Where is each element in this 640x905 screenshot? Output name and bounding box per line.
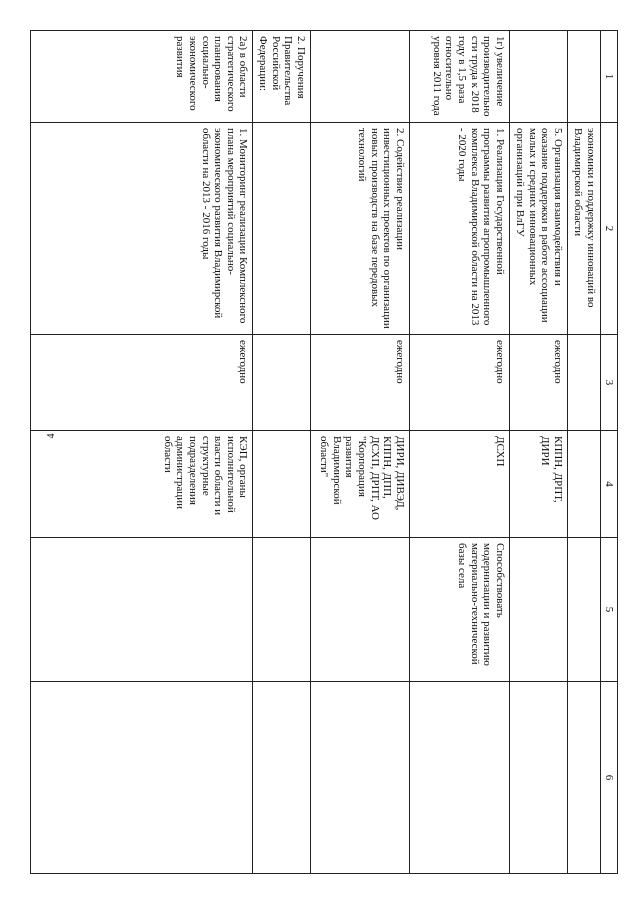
header-cell: 4 (601, 431, 618, 538)
table-cell: 1. Реализация Государственной программы развития агропромышленного комплекса Владимирской области на 2013 - 2020 годы (410, 123, 510, 335)
table-row (510, 31, 568, 874)
table-cell: 1г) увеличение производительности труда к 2018 году в 1,5 раза относительно уровня 2011 года (410, 31, 510, 123)
table-cell: ДСХП (410, 431, 510, 538)
table-cell (253, 538, 311, 682)
table-cell (568, 335, 601, 431)
table-cell (311, 538, 410, 682)
table-cell: 2. Поручения Правительства Российской Федерации: (253, 31, 311, 123)
table-cell (568, 538, 601, 682)
table-cell: экономики и поддержку инноваций во Владимирской области (568, 123, 601, 335)
table-row (311, 31, 410, 874)
page-number: 4 (46, 433, 57, 439)
table-cell (311, 682, 410, 874)
header-cell: 1 (601, 31, 618, 123)
table-row (31, 31, 253, 874)
table-cell: ежегодно (311, 335, 410, 431)
header-cell: 2 (601, 123, 618, 335)
header-cell: 6 (601, 682, 618, 874)
plan-table (30, 30, 618, 874)
table-cell (253, 682, 311, 874)
table-cell: ежегодно (31, 335, 253, 431)
header-row (601, 31, 618, 874)
table-row (410, 31, 510, 874)
table-row (568, 31, 601, 874)
table-cell: Способствовать модернизации и развитию материально-технической базы села (410, 538, 510, 682)
rotated-table-wrapper (30, 30, 618, 873)
table-cell (568, 31, 601, 123)
header-cell: 3 (601, 335, 618, 431)
table-cell (31, 538, 253, 682)
table-cell (253, 335, 311, 431)
table-cell (253, 123, 311, 335)
table-cell (510, 682, 568, 874)
table-cell: КППН, ДРПТ, ДИРИ (510, 431, 568, 538)
table-cell: КЭП, органы исполнительной власти области и структурные подразделения администрации области (31, 431, 253, 538)
table-cell (253, 431, 311, 538)
table-cell: 5. Организация взаимодействия и оказание поддержки в работе ассоциации малых и средних инновационных организаций при ВлГУ (510, 123, 568, 335)
table-cell: ежегодно (510, 335, 568, 431)
document-sheet (30, 30, 618, 873)
table-row (253, 31, 311, 874)
header-cell: 5 (601, 538, 618, 682)
table-cell: 2а) в области стратегического планирования социально-экономического развития (31, 31, 253, 123)
table-cell (311, 31, 410, 123)
table-cell (510, 538, 568, 682)
table-cell: ежегодно (410, 335, 510, 431)
table-cell (31, 682, 253, 874)
table-cell: ДИРИ, ДИВЭД, КППН, ДПП, ДСХП, ДРПТ, АО "Корпорация развития Владимирской области" (311, 431, 410, 538)
table-cell: 2. Содействие реализации инвестиционных проектов по организации новых производств на базе передовых технологий (311, 123, 410, 335)
table-cell (568, 682, 601, 874)
table-cell (410, 682, 510, 874)
table-cell (568, 431, 601, 538)
table-cell: 1. Мониторинг реализации Комплексного плана мероприятий социально-экономического развития Владимирской области на 2013 - 2016 годы (31, 123, 253, 335)
table-cell (510, 31, 568, 123)
